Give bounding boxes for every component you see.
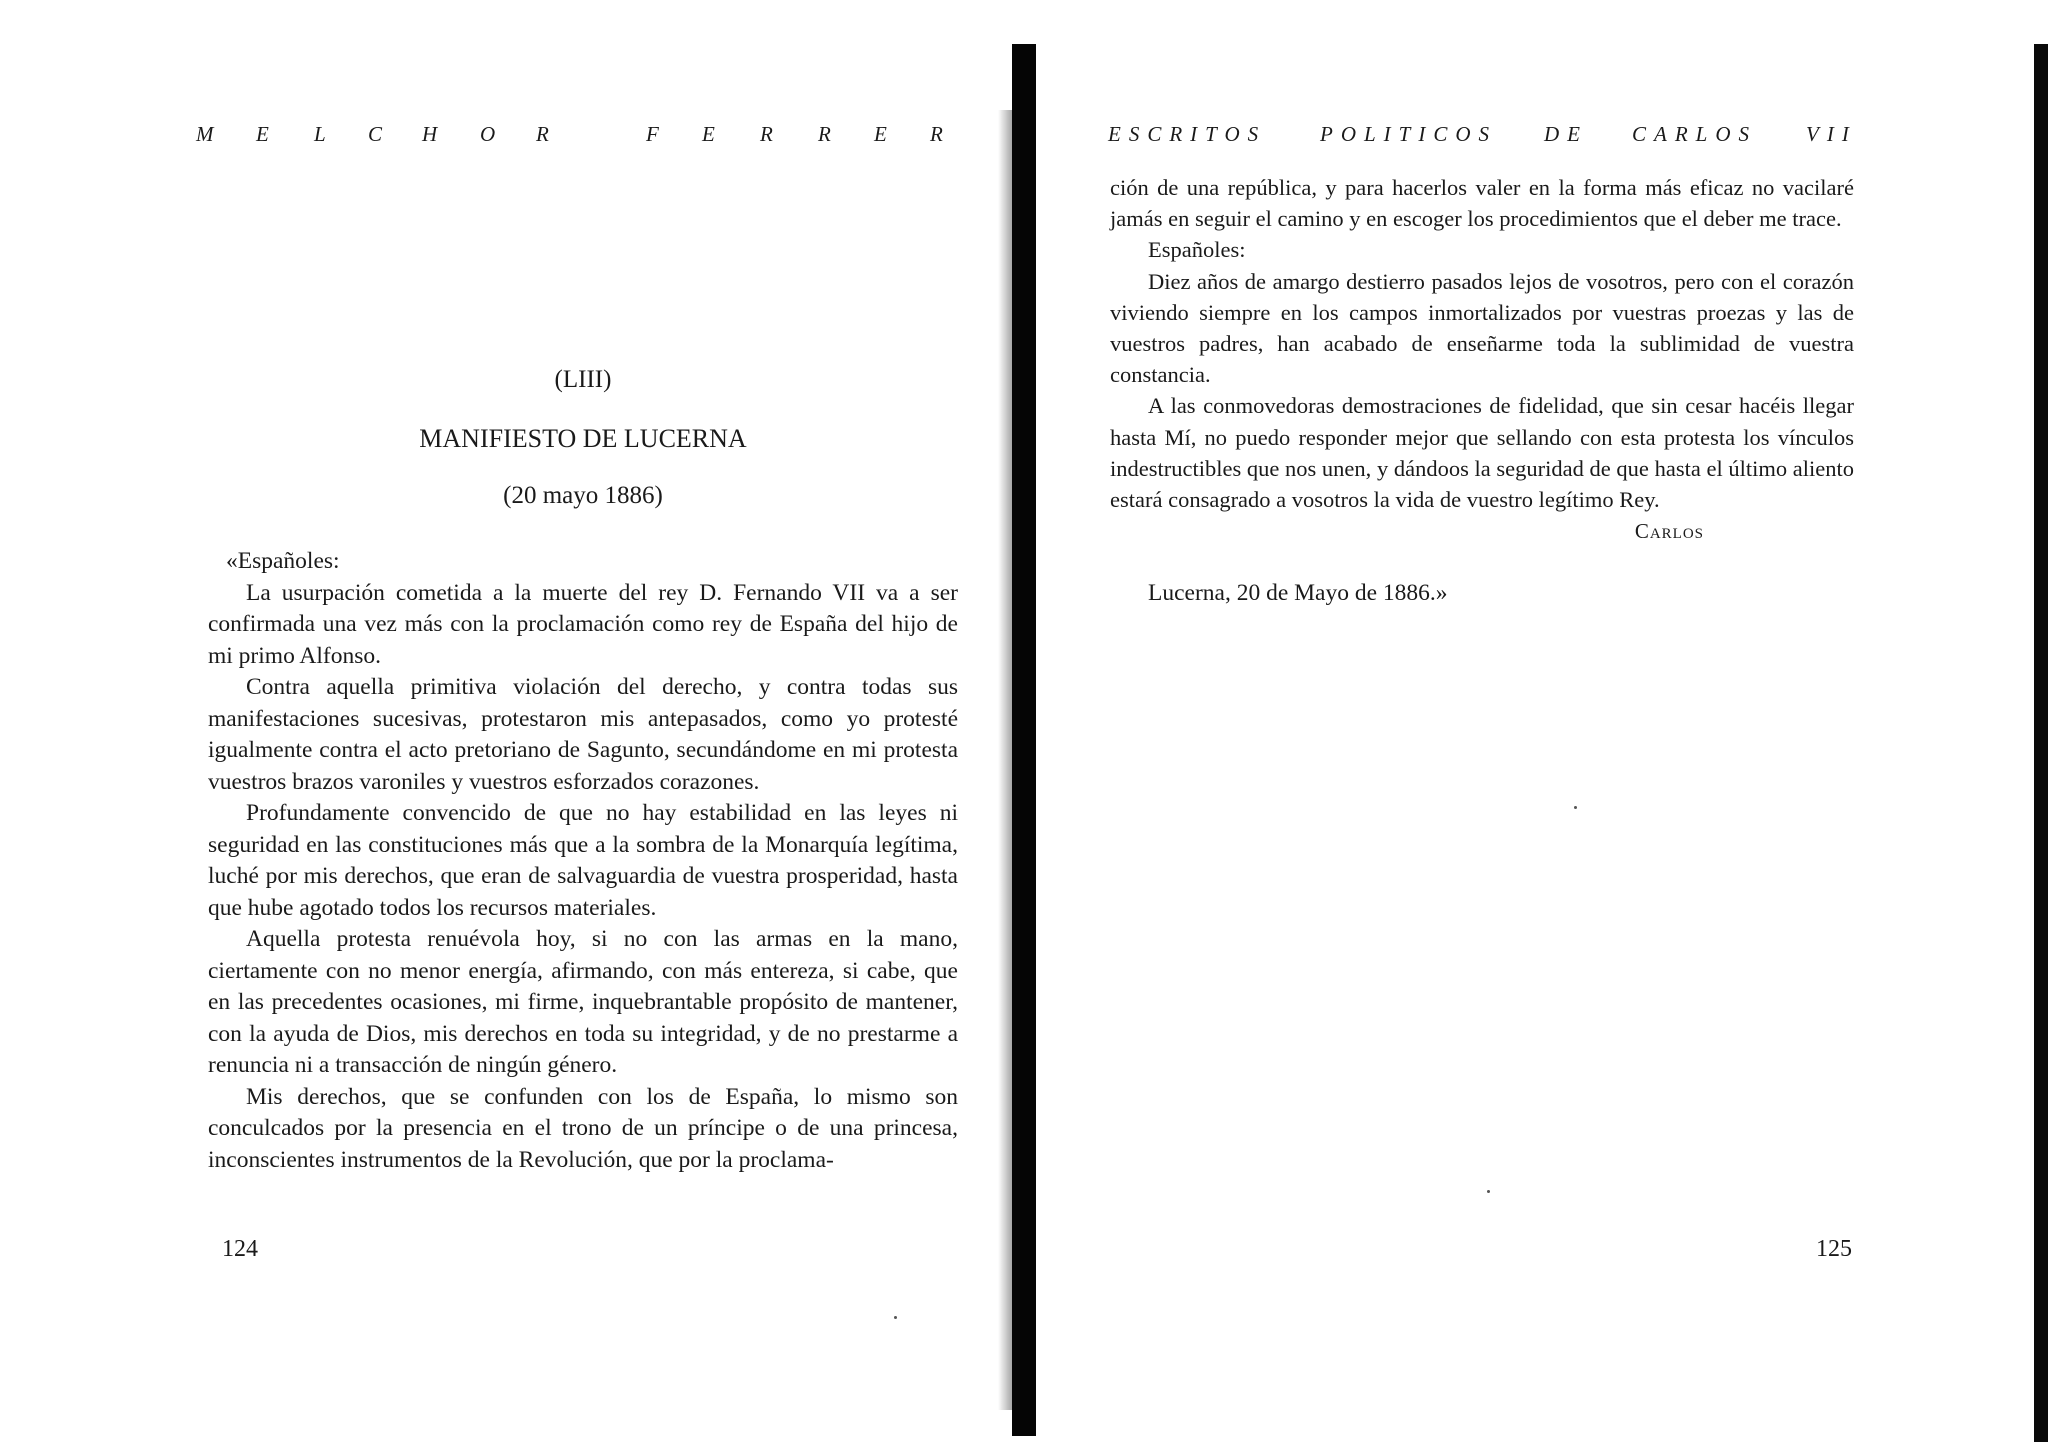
running-head-letter: R: [818, 122, 831, 146]
salutation: «Españoles:: [226, 548, 340, 574]
running-head-letter: R: [930, 122, 943, 146]
signature: Carlos: [1634, 519, 1704, 544]
running-head-letter: O: [480, 122, 496, 146]
running-head-letter: E: [874, 122, 887, 146]
running-head-letter: M: [196, 122, 214, 146]
gutter-shadow: [998, 110, 1012, 1410]
running-head-word: VII: [1806, 122, 1857, 146]
document-number: (LIII): [554, 366, 612, 393]
running-head-letter: R: [536, 122, 549, 146]
book-gutter: [1012, 44, 1036, 1436]
paragraph: Contra aquella primitiva violación del derecho, y contra todas sus manifestaciones sucesivas, protestaron mis antepasados, como yo protesté igualmente contra el acto pretoriano de Sagunto, secundándome en mi protesta vuestros brazos varoniles y vuestros esforzados corazones.: [208, 674, 958, 795]
page-number-right: 125: [1816, 1236, 1852, 1262]
closing-place-date: Lucerna, 20 de Mayo de 1886.»: [1148, 580, 1448, 607]
scan-speck: [894, 1316, 897, 1319]
right-page-body: [1110, 172, 1854, 607]
page-number-left: 124: [222, 1236, 258, 1262]
running-head-word: CARLOS: [1632, 122, 1758, 146]
scan-speck: [1574, 806, 1577, 809]
paragraph: Mis derechos, que se confunden con los de España, lo mismo son conculcados por la presencia en el trono de un príncipe o de una princesa, inconscientes instrumentos de la Revolución, que por la proclama-: [208, 1083, 958, 1173]
running-head-letter: C: [368, 122, 383, 146]
running-head-letter: E: [702, 122, 715, 146]
running-head-letter: L: [314, 122, 326, 146]
running-head-word: DE: [1544, 122, 1588, 146]
paragraph: La usurpación cometida a la muerte del rey D. Fernando VII va a ser confirmada una vez más con la proclamación como rey de España del hijo de mi primo Alfonso.: [208, 579, 958, 669]
scan-speck: [1487, 1190, 1490, 1193]
paragraph: Diez años de amargo destierro pasados lejos de vosotros, pero con el corazón viviendo siempre en los campos inmortalizados por vuestras proezas y las de vuestros padres, han acabado de enseñarme toda la sublimidad de vuestra constancia.: [1110, 268, 1854, 388]
paragraph: ción de una república, y para hacerlos valer en la forma más eficaz no vacilaré jamás en seguir el camino y en escoger los procedimientos que el deber me trace.: [1110, 175, 1854, 232]
paragraph: Profundamente convencido de que no hay estabilidad en las leyes ni seguridad en las constituciones más que a la sombra de la Monarquía legítima, luché por mis derechos, que eran de salvaguardia de vuestra prosperidad, hasta que hube agotado todos los recursos materiales.: [208, 800, 958, 921]
document-title: MANIFIESTO DE LUCERNA: [419, 424, 747, 453]
page-edge-shadow: [2034, 44, 2048, 1442]
salutation: Españoles:: [1148, 237, 1246, 263]
paragraph: Aquella protesta renuévola hoy, si no con las armas en la mano, ciertamente con no menor energía, afirmando, con más entereza, si cabe, que en las precedentes ocasiones, mi firme, inquebrantable propósito de mantener, con la ayuda de Dios, mis derechos en toda su integridad, y de no prestarme a renuncia ni a transacción de ningún género.: [208, 926, 958, 1078]
running-head-word: ESCRITOS: [1108, 122, 1267, 146]
running-head-letter: E: [256, 122, 269, 146]
left-page-body: [208, 546, 958, 1176]
running-head-letter: H: [422, 122, 438, 146]
running-head-letter: F: [646, 122, 659, 146]
document-date: (20 mayo 1886): [503, 482, 663, 509]
running-head-letter: R: [760, 122, 773, 146]
paragraph: A las conmovedoras demostraciones de fidelidad, que sin cesar hacéis llegar hasta Mí, no puedo responder mejor que sellando con esta protesta los vínculos indestructibles que nos unen, y dándoos la seguridad de que hasta el último aliento estará consagrado a vosotros la vida de vuestro legítimo Rey.: [1110, 393, 1854, 513]
running-head-word: POLITICOS: [1320, 122, 1498, 146]
